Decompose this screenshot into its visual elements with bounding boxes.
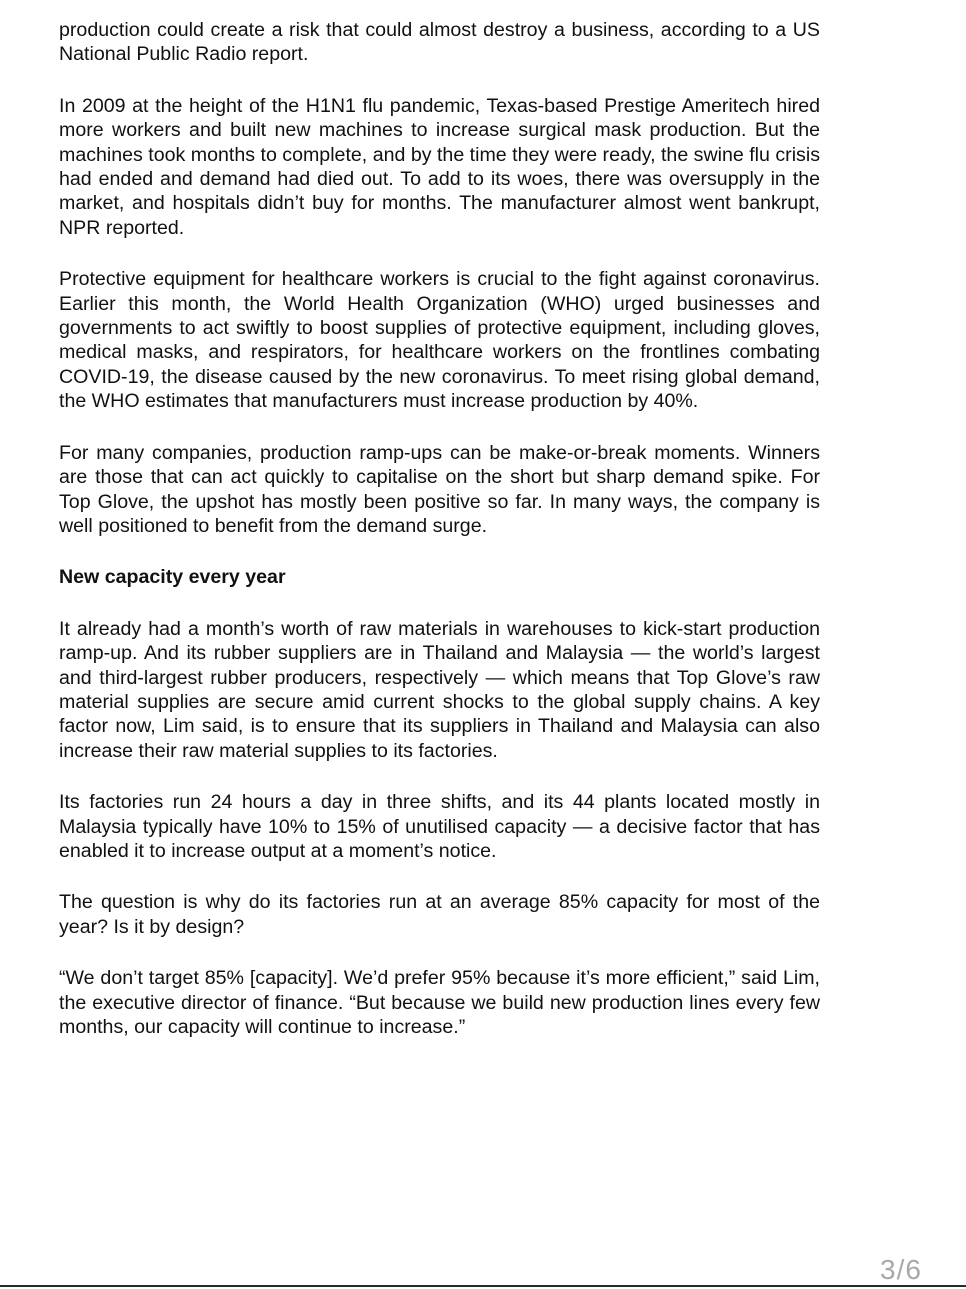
paragraph: Its factories run 24 hours a day in three shifts, and its 44 plants located mostly in Malaysia typically have 10% to 15% of unutilised capacity — a decisive factor that has enabled it to increase output at a moment’s notice. xyxy=(59,791,820,862)
paragraph: production could create a risk that could almost destroy a business, according to a US National Public Radio report. xyxy=(59,19,820,66)
paragraph: “We don’t target 85% [capacity]. We’d prefer 95% because it’s more efficient,” said Lim, the executive director of finance. “But because we build new production lines every few months, our capacity will continue to increase.” xyxy=(59,967,820,1038)
paragraph: In 2009 at the height of the H1N1 flu pandemic, Texas-based Prestige Ameritech hired more workers and built new machines to increase surgical mask production. But the machines took months to complete, and by the time they were ready, the swine flu crisis had ended and demand had died out. To add to its woes, there was oversupply in the market, and hospitals didn’t buy for months. The manufacturer almost went bankrupt, NPR reported. xyxy=(59,94,820,239)
paragraph: It already had a month’s worth of raw materials in warehouses to kick-start production ramp-up. And its rubber suppliers are in Thailand and Malaysia — the world’s largest and third-largest rubber producers, respectively — which means that Top Glove’s raw material supplies are secure amid current shocks to the global supply chains. A key factor now, Lim said, is to ensure that its suppliers in Thailand and Malaysia can also increase their raw material supplies to its factories. xyxy=(59,617,820,762)
bottom-divider xyxy=(0,1285,966,1287)
page-indicator: 3/6 xyxy=(880,1254,922,1285)
paragraph: Protective equipment for healthcare workers is crucial to the fight against coronavirus. Earlier this month, the World Health Organization (WHO) urged businesses and governments to act swiftly to boost supplies of protective equipment, including gloves, medical masks, and respirators, for healthcare workers on the frontlines combating COVID-19, the disease caused by the new coronavirus. To meet rising global demand, the WHO estimates that manufacturers must increase production by 40%. xyxy=(59,268,820,413)
section-heading: New capacity every year xyxy=(59,566,286,589)
paragraph: The question is why do its factories run at an average 85% capacity for most of the year? Is it by design? xyxy=(59,891,820,938)
document-page xyxy=(59,18,820,1066)
paragraph: For many companies, production ramp-ups can be make-or-break moments. Winners are those that can act quickly to capitalise on the short but sharp demand spike. For Top Glove, the upshot has mostly been positive so far. In many ways, the company is well positioned to benefit from the demand surge. xyxy=(59,441,820,537)
